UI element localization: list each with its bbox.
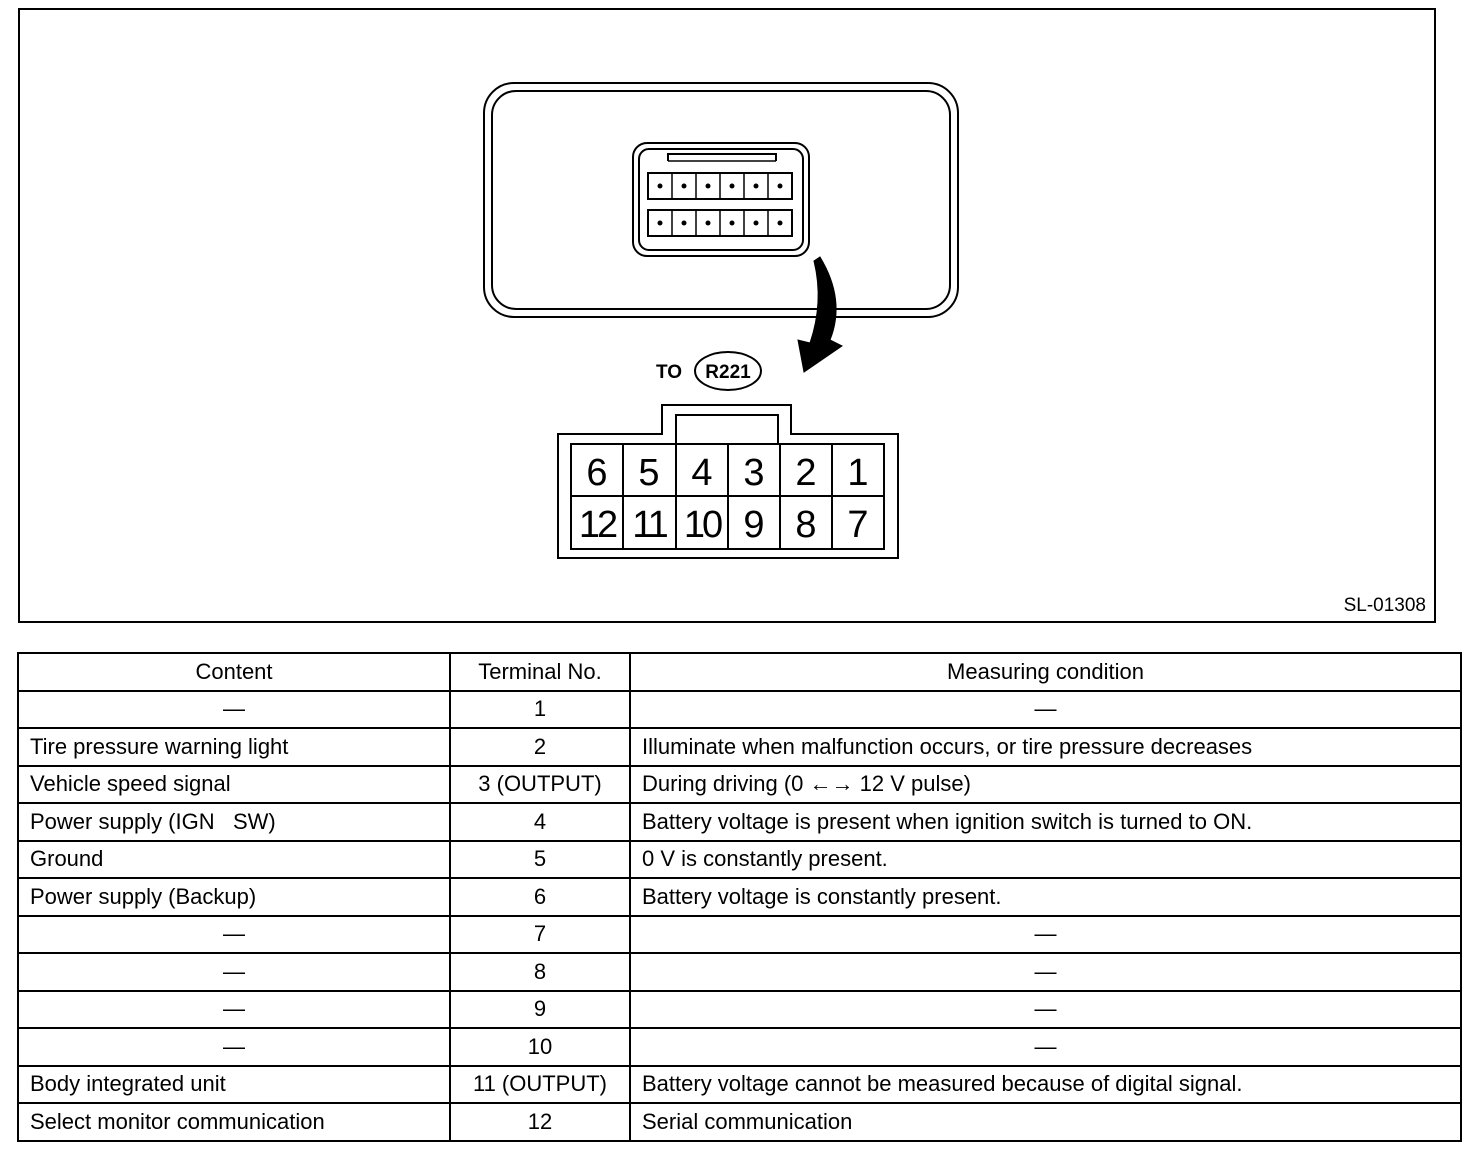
cell-condition: Serial communication: [630, 1103, 1461, 1141]
cell-content: —: [18, 691, 450, 729]
table-header-row: [18, 653, 1461, 691]
pin-number: 7: [847, 504, 869, 546]
curved-arrow-icon: [798, 257, 842, 372]
pin-number: 5: [638, 452, 660, 494]
cell-condition: Illuminate when malfunction occurs, or tire pressure decreases: [630, 728, 1461, 766]
table-row: [18, 1028, 1461, 1066]
table-row: [18, 878, 1461, 916]
cell-terminal: 1: [450, 691, 630, 729]
cell-content: Power supply (IGN SW): [18, 803, 450, 841]
cell-content: —: [18, 991, 450, 1029]
cell-content: Body integrated unit: [18, 1066, 450, 1104]
connector-prefix-label: TO: [656, 362, 683, 383]
table-row: [18, 728, 1461, 766]
header-condition: Measuring condition: [630, 653, 1461, 691]
cell-condition: —: [630, 691, 1461, 729]
cell-condition: Battery voltage cannot be measured because of digital signal.: [630, 1066, 1461, 1104]
cell-content: Tire pressure warning light: [18, 728, 450, 766]
header-content: Content: [18, 653, 450, 691]
pin-number: 4: [691, 452, 713, 494]
table-row: [18, 803, 1461, 841]
cell-condition: —: [630, 991, 1461, 1029]
pin-number: 10: [683, 504, 721, 546]
pin-number: 2: [795, 452, 817, 494]
cell-terminal: 2: [450, 728, 630, 766]
table-row: [18, 916, 1461, 954]
cell-condition: Battery voltage is present when ignition switch is turned to ON.: [630, 803, 1461, 841]
cell-terminal: 7: [450, 916, 630, 954]
module-socket: [633, 143, 809, 256]
table-row: [18, 1066, 1461, 1104]
cell-condition: —: [630, 916, 1461, 954]
cell-content: —: [18, 1028, 450, 1066]
cell-terminal: 6: [450, 878, 630, 916]
table-row: [18, 766, 1461, 804]
table-row: [18, 841, 1461, 879]
cell-condition: 0 V is constantly present.: [630, 841, 1461, 879]
figure-id: SL-01308: [1343, 595, 1426, 616]
cell-terminal: 9: [450, 991, 630, 1029]
cell-terminal: 5: [450, 841, 630, 879]
pin-number: 3: [743, 452, 765, 494]
table-row: [18, 953, 1461, 991]
cell-content: Vehicle speed signal: [18, 766, 450, 804]
table-row: [18, 991, 1461, 1029]
connector-figure: [18, 8, 1436, 623]
pin-number: 12: [578, 504, 616, 546]
cell-condition: —: [630, 953, 1461, 991]
connector-code-label: R221: [705, 362, 751, 383]
table-row: [18, 691, 1461, 729]
cell-terminal: 4: [450, 803, 630, 841]
header-terminal: Terminal No.: [450, 653, 630, 691]
cell-content: —: [18, 916, 450, 954]
cell-terminal: 3 (OUTPUT): [450, 766, 630, 804]
terminal-table: [17, 652, 1462, 1142]
cell-terminal: 8: [450, 953, 630, 991]
connector-diagram: [20, 10, 1434, 621]
table-row: [18, 1103, 1461, 1141]
cell-terminal: 10: [450, 1028, 630, 1066]
cell-terminal: 11 (OUTPUT): [450, 1066, 630, 1104]
cell-condition: During driving (0 ←→ 12 V pulse): [630, 766, 1461, 804]
pin-number: 1: [847, 452, 869, 494]
pin-number: 9: [743, 504, 765, 546]
cell-content: —: [18, 953, 450, 991]
cell-content: Select monitor communication: [18, 1103, 450, 1141]
pin-number: 8: [795, 504, 817, 546]
pin-number: 11: [632, 504, 666, 546]
cell-content: Ground: [18, 841, 450, 879]
cell-terminal: 12: [450, 1103, 630, 1141]
pin-number: 6: [586, 452, 608, 494]
cell-condition: —: [630, 1028, 1461, 1066]
cell-condition: Battery voltage is constantly present.: [630, 878, 1461, 916]
cell-content: Power supply (Backup): [18, 878, 450, 916]
